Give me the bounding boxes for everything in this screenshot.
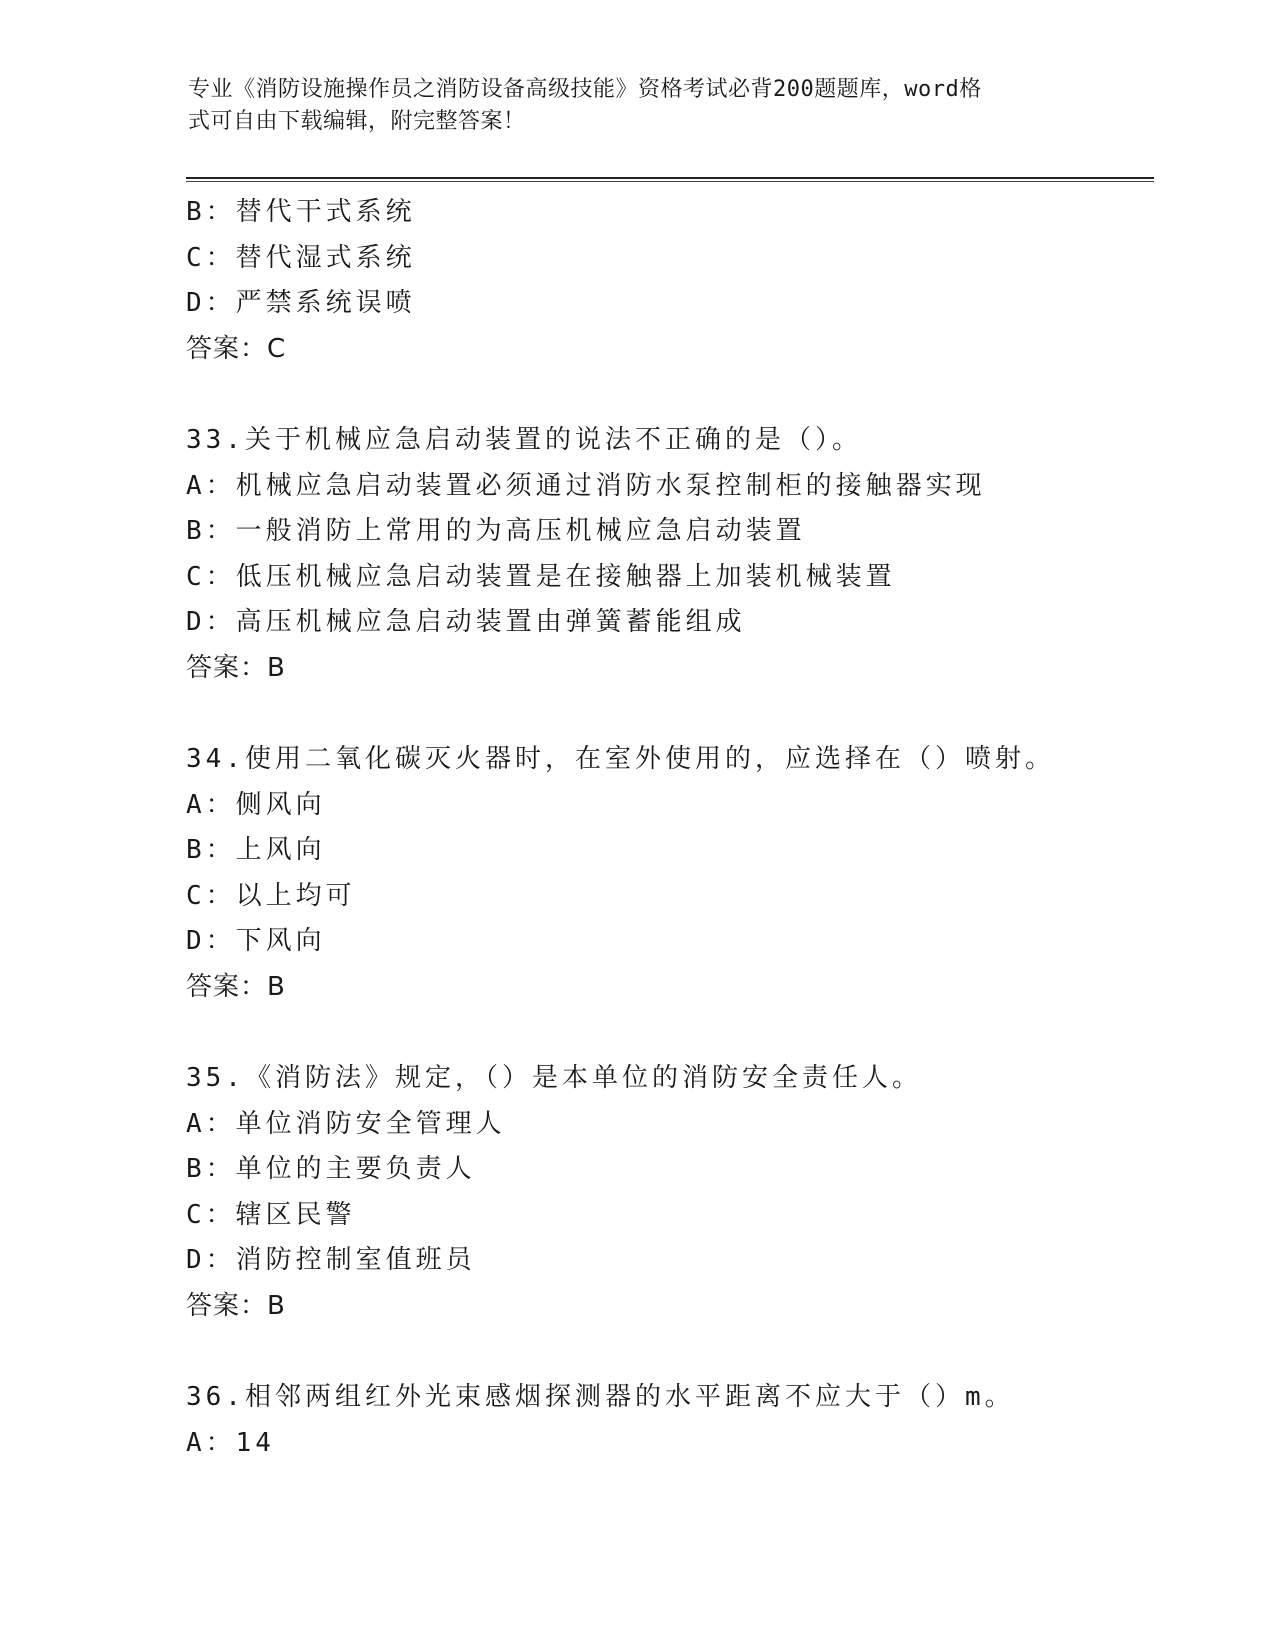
header-line-2: 式可自由下载编辑，附完整答案！	[188, 109, 526, 134]
option-d: D：严禁系统误喷	[186, 288, 416, 318]
option-c: C：以上均可	[186, 880, 356, 911]
option-c: C：辖区民警	[186, 1199, 356, 1230]
header-divider-thick	[186, 177, 1154, 179]
question-block-continued	[186, 190, 1146, 372]
question-stem: 35.《消防法》规定，（）是本单位的消防安全责任人。	[186, 1063, 922, 1093]
question-stem: 36.相邻两组红外光束感烟探测器的水平距离不应大于（）m。	[186, 1382, 1015, 1412]
answer-line: 答案：B	[186, 652, 286, 683]
option-d: D：高压机械应急启动装置由弹簧蓄能组成	[186, 607, 746, 637]
option-a: A：14	[186, 1427, 275, 1458]
option-b: B：上风向	[186, 835, 326, 865]
option-c: C：替代湿式系统	[186, 242, 416, 273]
option-a: A：侧风向	[186, 789, 326, 820]
document-header	[188, 74, 1088, 138]
option-c: C：低压机械应急启动装置是在接触器上加装机械装置	[186, 561, 896, 592]
answer-line: 答案：B	[186, 1290, 286, 1321]
question-block-34	[186, 737, 1146, 1010]
option-a: A：机械应急启动装置必须通过消防水泵控制柜的接触器实现	[186, 470, 986, 501]
answer-line: 答案：B	[186, 971, 286, 1002]
header-divider-thin	[186, 181, 1154, 182]
question-stem: 34.使用二氧化碳灭火器时，在室外使用的，应选择在（）喷射。	[186, 744, 1055, 774]
question-stem: 33.关于机械应急启动装置的说法不正确的是（）。	[186, 425, 862, 455]
option-a: A：单位消防安全管理人	[186, 1108, 506, 1139]
option-d: D：下风向	[186, 926, 326, 956]
question-block-36	[186, 1375, 1146, 1466]
header-line-1: 专业《消防设施操作员之消防设备高级技能》资格考试必背200题题库，word格	[188, 77, 982, 102]
answer-line: 答案：C	[186, 333, 287, 364]
option-b: B：单位的主要负责人	[186, 1154, 476, 1184]
option-d: D：消防控制室值班员	[186, 1245, 476, 1275]
question-block-33	[186, 418, 1146, 691]
question-block-35	[186, 1056, 1146, 1329]
question-list	[186, 190, 1146, 1466]
option-b: B：一般消防上常用的为高压机械应急启动装置	[186, 516, 806, 546]
option-b: B：替代干式系统	[186, 197, 416, 227]
